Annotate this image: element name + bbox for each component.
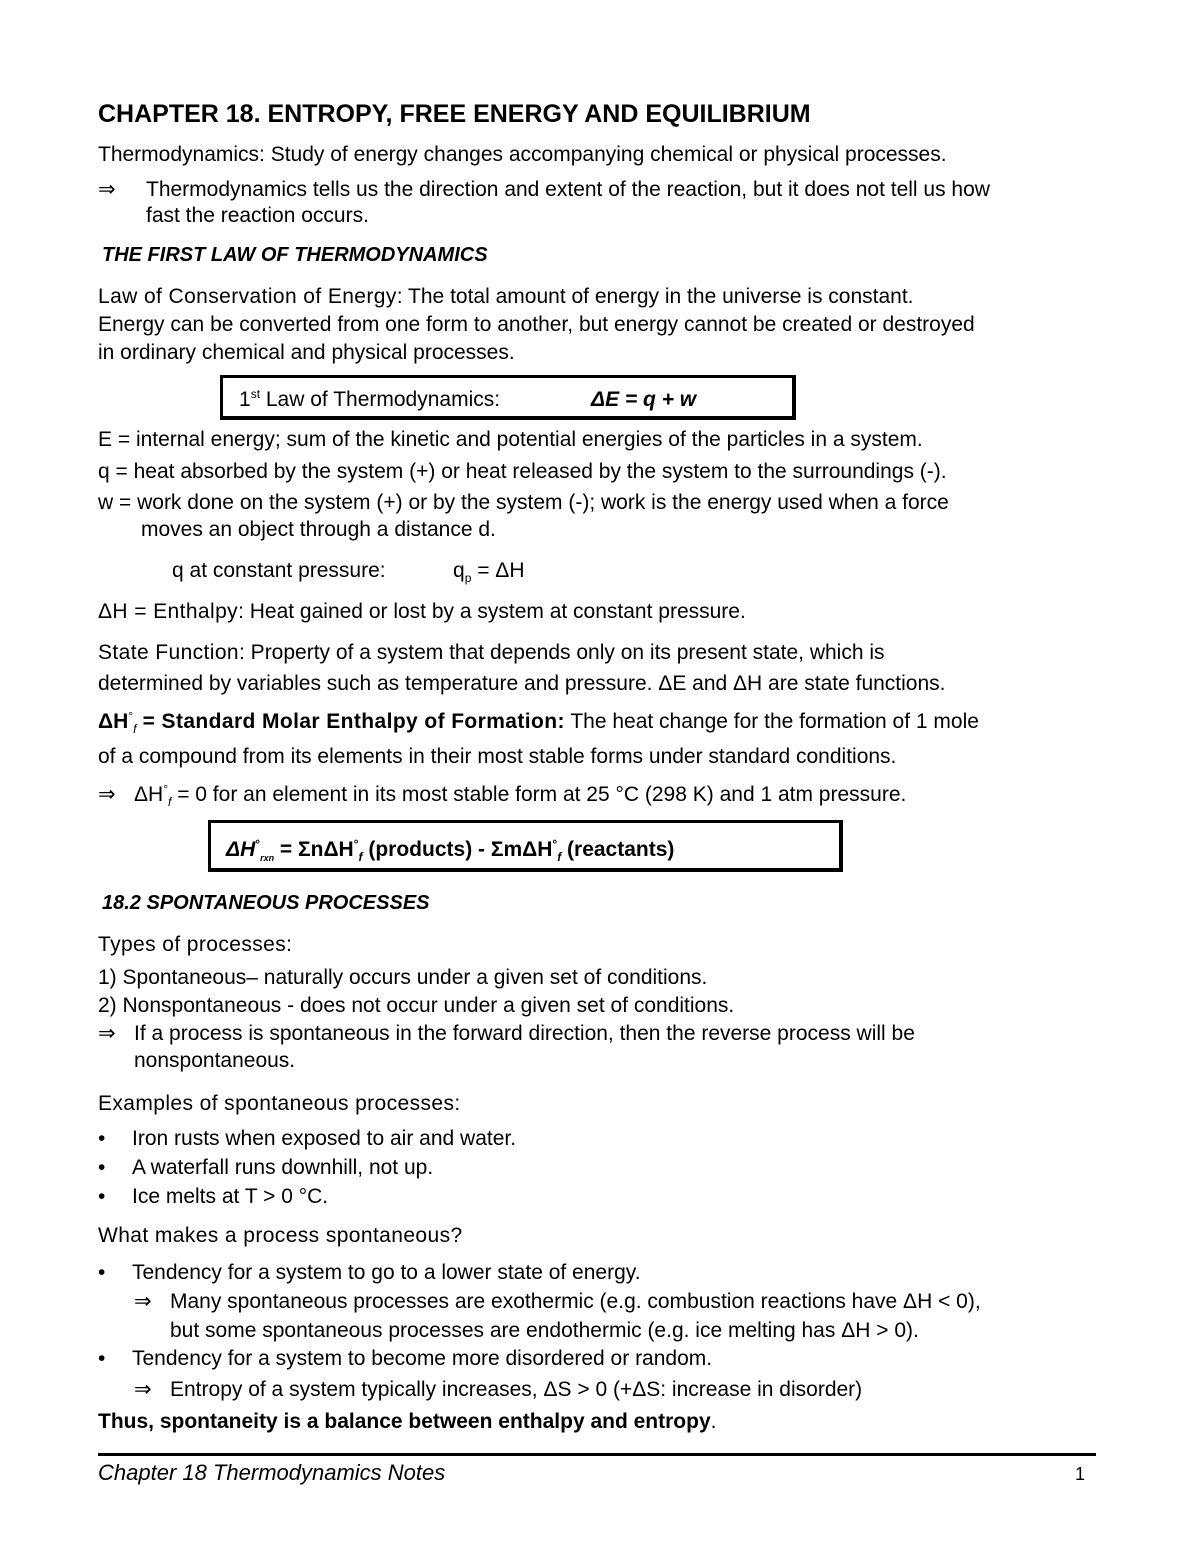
rxn-enthalpy-box xyxy=(208,820,843,872)
type-nonspontaneous: 2) Nonspontaneous - does not occur under a given set of conditions. xyxy=(98,994,735,1017)
first-law-box xyxy=(220,375,796,420)
tendency-lower-energy-note-line2: but some spontaneous processes are endothermic (e.g. ice melting has ΔH > 0). xyxy=(170,1319,919,1342)
conservation-text: : The total amount of energy in the universe is constant. xyxy=(396,285,914,308)
q-constant-equation: $q_p = \Delta H$ xyxy=(453,559,525,586)
hf-zero-note: ⇒ $\Delta H^\circ_f = 0$ for an element in its most stable form at 25 °C (298 K) and 1 atm pressure. xyxy=(98,782,907,810)
reverse-note-line2: nonspontaneous. xyxy=(134,1049,296,1072)
what-makes-heading: What makes a process spontaneous? xyxy=(98,1224,463,1247)
hf-label: = Standard Molar Enthalpy of Formation: xyxy=(136,710,565,733)
hf-symbol: ΔH xyxy=(98,710,129,733)
thermo-definition: Thermodynamics: Study of energy changes accompanying chemical or physical processes. xyxy=(98,143,947,166)
arrow-icon: ⇒ xyxy=(98,178,116,201)
conservation-line3: in ordinary chemical and physical processes. xyxy=(98,341,515,364)
list-item: • A waterfall runs downhill, not up. xyxy=(98,1156,434,1179)
list-item: • Ice melts at T > 0 °C. xyxy=(98,1185,329,1208)
footer-divider xyxy=(98,1453,1096,1456)
bullet-icon: • xyxy=(98,1185,106,1208)
e-definition: E = internal energy; sum of the kinetic and potential energies of the particles in a system. xyxy=(98,428,923,451)
q-constant-label: q at constant pressure: xyxy=(172,559,386,582)
conservation-label: Law of Conservation of Energy xyxy=(98,285,397,308)
list-item: • Iron rusts when exposed to air and water. xyxy=(98,1127,517,1150)
bullet-icon: • xyxy=(98,1156,106,1179)
enthalpy-label: ΔH = Enthalpy xyxy=(98,600,239,623)
tendency-disorder: • Tendency for a system to become more disordered or random. xyxy=(98,1347,713,1370)
bullet-icon: • xyxy=(98,1347,106,1370)
spontaneous-heading: 18.2 SPONTANEOUS PROCESSES xyxy=(102,892,430,914)
thermo-note-line2: fast the reaction occurs. xyxy=(146,204,369,227)
type-spontaneous: 1) Spontaneous– naturally occurs under a given set of conditions. xyxy=(98,966,708,989)
first-law-heading: THE FIRST LAW OF THERMODYNAMICS xyxy=(102,244,488,266)
arrow-icon: ⇒ xyxy=(98,1022,116,1045)
rxn-enthalpy-equation: $\Delta H^\circ_{rxn} = \Sigma n\Delta H^\circ_f$ (products) - ΣmΔH°$_f$ (reactants) xyxy=(226,837,675,865)
conservation-line1 xyxy=(98,285,914,309)
q-definition: q = heat absorbed by the system (+) or heat released by the system to the surroundings (-). xyxy=(98,460,947,483)
conservation-line2: Energy can be converted from one form to another, but energy cannot be created or destroyed xyxy=(98,313,975,336)
first-law-box-label: 1st Law of Thermodynamics: xyxy=(239,387,501,411)
page-number: 1 xyxy=(1075,1464,1086,1484)
w-definition-line2: moves an object through a distance d. xyxy=(141,518,496,541)
enthalpy-definition: ΔH = Enthalpy: Heat gained or lost by a system at constant pressure. xyxy=(98,600,746,623)
w-definition-line1: w = work done on the system (+) or by the system (-); work is the energy used when a force xyxy=(98,491,949,514)
bullet-icon: • xyxy=(98,1261,106,1284)
tendency-lower-energy-note: ⇒ Many spontaneous processes are exothermic (e.g. combustion reactions have ΔH < 0), xyxy=(134,1290,981,1313)
state-function-line2: determined by variables such as temperature and pressure. ΔE and ΔH are state functions. xyxy=(98,672,946,695)
arrow-icon: ⇒ xyxy=(134,1290,152,1313)
types-label: Types of processes: xyxy=(98,933,293,956)
thermo-note-line1: Thermodynamics tells us the direction and extent of the reaction, but it does not tell us how xyxy=(146,178,990,201)
tendency-lower-energy: • Tendency for a system to go to a lower state of energy. xyxy=(98,1261,641,1284)
thermo-note xyxy=(98,177,990,202)
page-title: CHAPTER 18. ENTROPY, FREE ENERGY AND EQUILIBRIUM xyxy=(98,100,811,128)
first-law-equation: ΔE = q + w xyxy=(591,388,697,411)
footer-title: Chapter 18 Thermodynamics Notes xyxy=(98,1460,446,1485)
arrow-icon: ⇒ xyxy=(98,783,116,806)
state-function-label: State Function xyxy=(98,641,240,664)
bullet-icon: • xyxy=(98,1127,106,1150)
examples-label: Examples of spontaneous processes: xyxy=(98,1092,461,1115)
tendency-disorder-note: ⇒ Entropy of a system typically increases, ΔS > 0 (+ΔS: increase in disorder) xyxy=(134,1378,863,1401)
hf-definition-line2: of a compound from its elements in their most stable forms under standard conditions. xyxy=(98,745,897,768)
hf-definition-line1: $\Delta H^\circ_f$ = Standard Molar Enthalpy of Formation: The heat change for the formation of 1 mole xyxy=(98,709,979,737)
conclusion: Thus, spontaneity is a balance between enthalpy and entropy. xyxy=(98,1410,717,1433)
reverse-note: ⇒ If a process is spontaneous in the forward direction, then the reverse process will be xyxy=(98,1022,915,1045)
state-function-line1: State Function: Property of a system that depends only on its present state, which is xyxy=(98,641,885,664)
arrow-icon: ⇒ xyxy=(134,1378,152,1401)
